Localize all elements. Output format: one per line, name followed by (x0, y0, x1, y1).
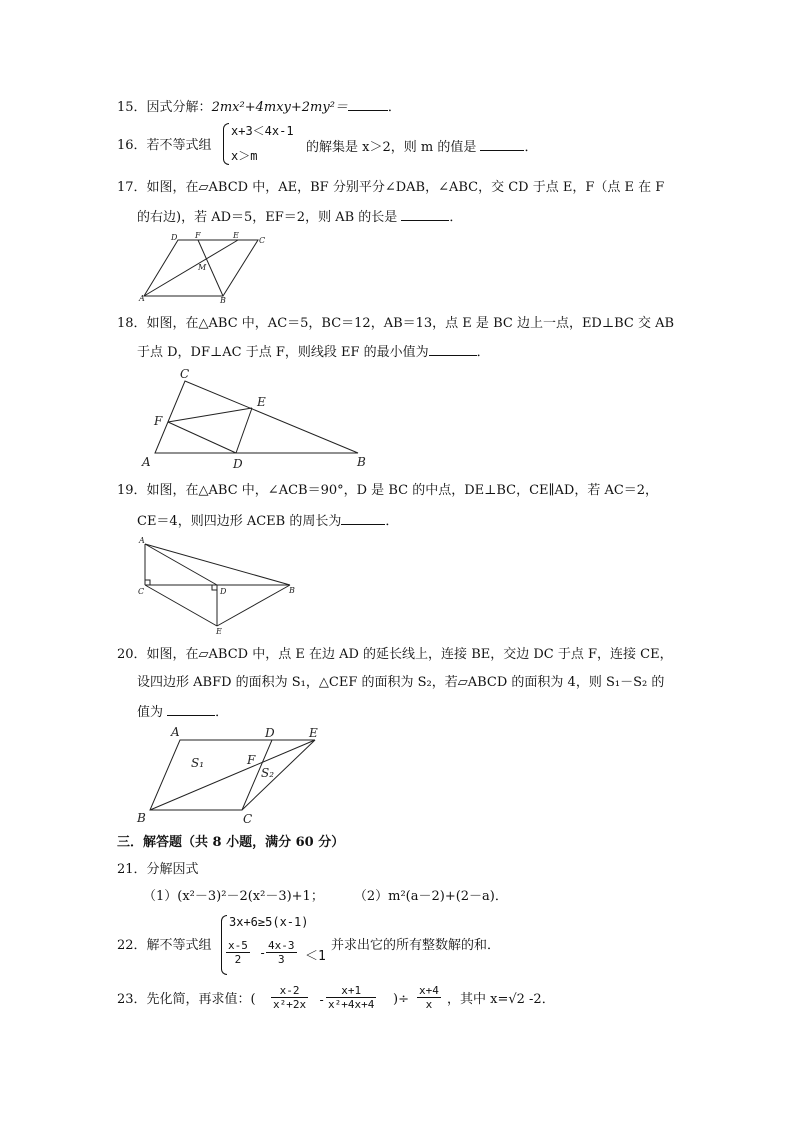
label-a: A (139, 294, 145, 303)
segment-ad (145, 544, 217, 585)
question-number: 16． (117, 138, 147, 153)
question-text: 的解集是 x＞2，则 m 的值是 (306, 140, 477, 155)
inequality-line-1: x+3＜4x-1 (231, 124, 294, 138)
question-number: 22． (117, 938, 147, 953)
question-text: 值为 (137, 705, 164, 720)
question-number: 17． (117, 180, 147, 195)
label-b: B (357, 455, 366, 469)
numerator: x+1 (326, 984, 376, 998)
numerator: x+4 (419, 984, 439, 997)
section-heading: 三．解答题（共 8 小题，满分 60 分） (117, 835, 345, 850)
label-b: B (220, 296, 226, 305)
right-angle-d (212, 585, 217, 590)
question-21 (117, 862, 199, 878)
label-a: A (142, 455, 151, 469)
period: ． (449, 210, 463, 225)
label-d: D (233, 457, 243, 471)
part-1: （1）(x²－3)²－2(x²－3)+1； (143, 889, 324, 904)
question-text: 分解因式 (146, 862, 199, 877)
right-angle-c (145, 580, 150, 585)
answer-blank (341, 512, 385, 525)
expression: 2mx²+4mxy+2my²＝ (211, 100, 348, 115)
bisector-ae (144, 240, 238, 296)
period: ． (387, 100, 401, 115)
label-c: C (259, 236, 266, 245)
label-s2: S₂ (261, 766, 275, 780)
question-text: 因式分解： (146, 100, 212, 115)
label-c: C (243, 812, 253, 826)
label-e: E (257, 395, 266, 409)
segment-eb (217, 585, 290, 626)
label-b: B (137, 811, 146, 825)
minus-sign: - (318, 993, 326, 1007)
label-d: D (220, 587, 227, 596)
minus-sign: - (259, 946, 267, 960)
question-19-line-2 (137, 512, 398, 530)
question-text: 解不等式组 (146, 938, 212, 953)
question-20-line-1 (117, 647, 673, 663)
question-text: 如图，在▱ABCD 中，点 E 在边 AD 的延长线上，连接 BE，交边 DC 于点 F，连接 CE， (146, 647, 673, 662)
triangle-abc (155, 381, 358, 453)
denominator: 3 (277, 953, 285, 966)
question-number: 19． (117, 483, 147, 498)
numerator: x-2 (271, 984, 308, 998)
label-e: E (309, 726, 318, 740)
question-number: 23． (117, 992, 147, 1007)
question-20-line-3 (137, 703, 228, 721)
label-c: C (138, 587, 145, 596)
label-m: M (198, 263, 207, 272)
numerator: x-5 (228, 939, 248, 952)
question-text: 先化简，再求值：( (146, 992, 256, 1007)
answer-blank (167, 703, 215, 716)
period: ． (385, 514, 399, 529)
question-number: 20． (117, 647, 147, 662)
question-text: 如图，在△ABC 中，∠ACB＝90°，D 是 BC 的中点，DE⊥BC，CE∥AD，若 AC＝2， (146, 483, 659, 498)
label-d: D (265, 726, 275, 740)
parallelogram-abcd (150, 740, 275, 810)
fraction-1 (226, 939, 250, 966)
denominator: x (425, 998, 433, 1011)
segment-df (168, 422, 236, 453)
question-text: 于点 D，DF⊥AC 于点 F，则线段 EF 的最小值为 (137, 345, 429, 360)
inequality-line-1: 3x+6≥5(x-1) (229, 915, 309, 929)
period: ． (524, 140, 538, 155)
divide-sign: )÷ (393, 992, 409, 1007)
label-s1: S₁ (191, 756, 205, 770)
fraction-2 (266, 939, 297, 966)
less-than-one: ＜1 (305, 949, 326, 964)
question-19-line-1 (117, 483, 658, 499)
inequality-line-2: x＞m (231, 149, 258, 163)
denominator: x²+4x+4 (328, 998, 375, 1011)
fraction-2 (326, 984, 376, 1011)
question-22 (117, 938, 212, 954)
label-b: B (289, 586, 295, 595)
fraction-3 (417, 984, 441, 1011)
question-text: 设四边形 ABFD 的面积为 S₁，△CEF 的面积为 S₂，若▱ABCD 的面积为 4，则 S₁－S₂ 的 (137, 675, 665, 690)
question-23-tail: ，其中 x=√2 -2． (447, 992, 555, 1007)
label-e: E (233, 231, 239, 240)
label-c: C (180, 367, 190, 381)
question-text: 如图，在△ABC 中，AC＝5，BC＝12，AB＝13，点 E 是 BC 边上一点，ED⊥BC 交 AB (146, 316, 675, 331)
denominator: x²+2x (273, 998, 307, 1011)
denominator: 2 (234, 953, 242, 966)
answer-blank (429, 343, 477, 356)
segment-ce (242, 740, 315, 810)
question-number: 18． (117, 316, 147, 331)
label-e: E (216, 627, 222, 636)
question-21-parts (143, 889, 508, 905)
question-22-tail: 并求出它的所有整数解的和． (331, 938, 501, 953)
numerator: 4x-3 (268, 939, 295, 952)
label-f: F (247, 753, 256, 767)
question-text: 如图，在▱ABCD 中，AE，BF 分别平分∠DAB，∠ABC，交 CD 于点 E，F（点 E 在 F (146, 180, 665, 195)
question-text: 若不等式组 (146, 138, 212, 153)
question-23 (117, 992, 256, 1008)
question-number: 21． (117, 862, 147, 877)
segment-fe (168, 408, 252, 422)
period: ． (476, 345, 490, 360)
segment-ed (236, 408, 252, 453)
part-2: （2）m²(a－2)+(2－a)． (353, 889, 508, 904)
question-text: 的右边)，若 AD＝5，EF＝2，则 AB 的长是 (137, 210, 398, 225)
label-d: D (171, 233, 178, 242)
question-20-line-2 (137, 675, 664, 691)
question-number: 15． (117, 100, 147, 115)
label-a: A (139, 536, 145, 545)
segment-ab (145, 544, 290, 585)
fraction-1 (271, 984, 308, 1011)
question-18-line-2 (137, 343, 490, 361)
segment-ce (145, 585, 217, 626)
label-a: A (171, 725, 180, 739)
period: ． (215, 705, 229, 720)
segment-be (150, 740, 315, 810)
label-f: F (154, 414, 163, 428)
label-f: F (195, 231, 201, 240)
question-text: CE＝4，则四边形 ACEB 的周长为 (137, 514, 342, 529)
question-18-line-1 (117, 316, 674, 332)
